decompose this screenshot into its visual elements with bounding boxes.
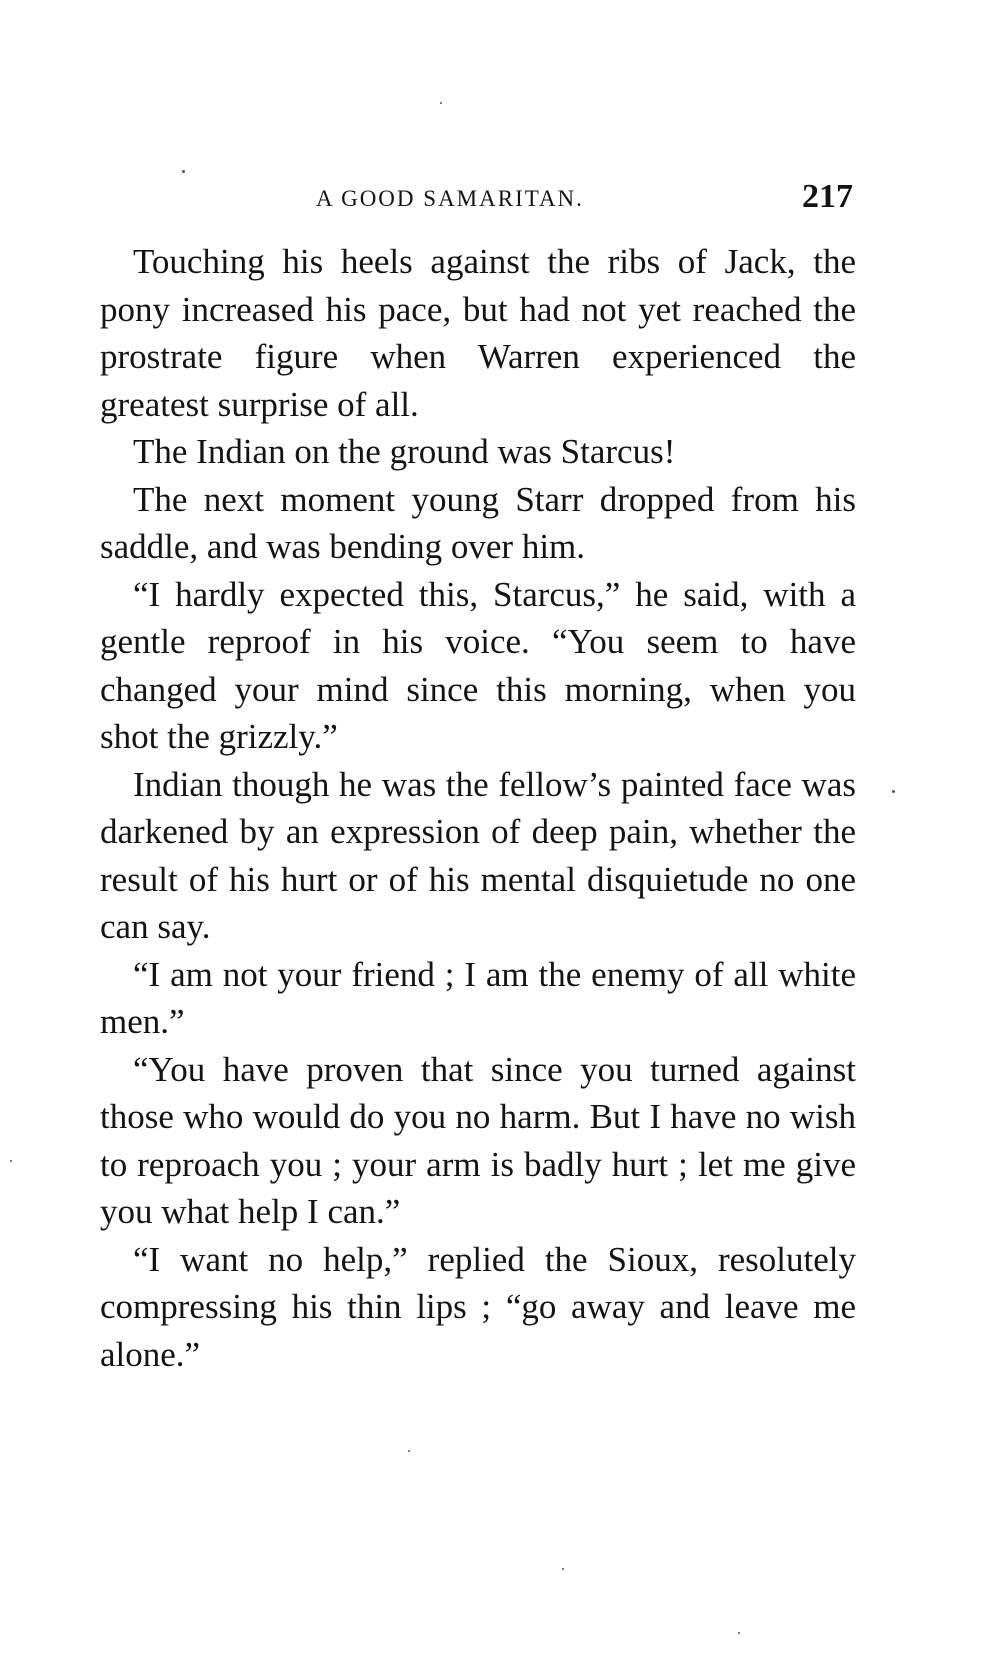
paragraph: Indian though he was the fellow’s painted face was darkened by an expression of deep pain, whether the result of his hurt or of his mental disquietude no one can say. bbox=[100, 764, 856, 946]
paragraph: “I want no help,” replied the Sioux, resolutely compressing his thin lips ; “go away and leave me alone.” bbox=[100, 1239, 856, 1374]
print-speck bbox=[440, 102, 442, 104]
print-speck bbox=[408, 1450, 410, 1452]
running-head bbox=[0, 178, 994, 218]
print-speck bbox=[892, 790, 895, 793]
print-speck bbox=[562, 1568, 564, 1570]
paragraph: Touching his heels against the ribs of Jack, the pony increased his pace, but had not yet reached the prostrate figure when Warren experienced the greatest surprise of all. bbox=[100, 242, 856, 424]
print-speck bbox=[10, 1160, 12, 1162]
print-speck bbox=[738, 1632, 740, 1634]
paragraph: The next moment young Starr dropped from his saddle, and was bending over him. bbox=[100, 479, 856, 566]
paragraph: “I hardly expected this, Starcus,” he said, with a gentle reproof in his voice. “You seem to have changed your mind since this morning, when you shot the grizzly.” bbox=[100, 574, 856, 756]
paragraph: “I am not your friend ; I am the enemy of all white men.” bbox=[100, 954, 856, 1041]
chapter-title: A GOOD SAMARITAN. bbox=[316, 186, 584, 211]
body-text bbox=[100, 238, 856, 1378]
paragraph: “You have proven that since you turned against those who would do you no harm. But I have no wish to reproach you ; your arm is badly hurt ; let me give you what help I can.” bbox=[100, 1049, 856, 1231]
paragraph: The Indian on the ground was Starcus! bbox=[133, 432, 676, 471]
page-number: 217 bbox=[802, 178, 853, 215]
print-speck bbox=[182, 170, 185, 173]
